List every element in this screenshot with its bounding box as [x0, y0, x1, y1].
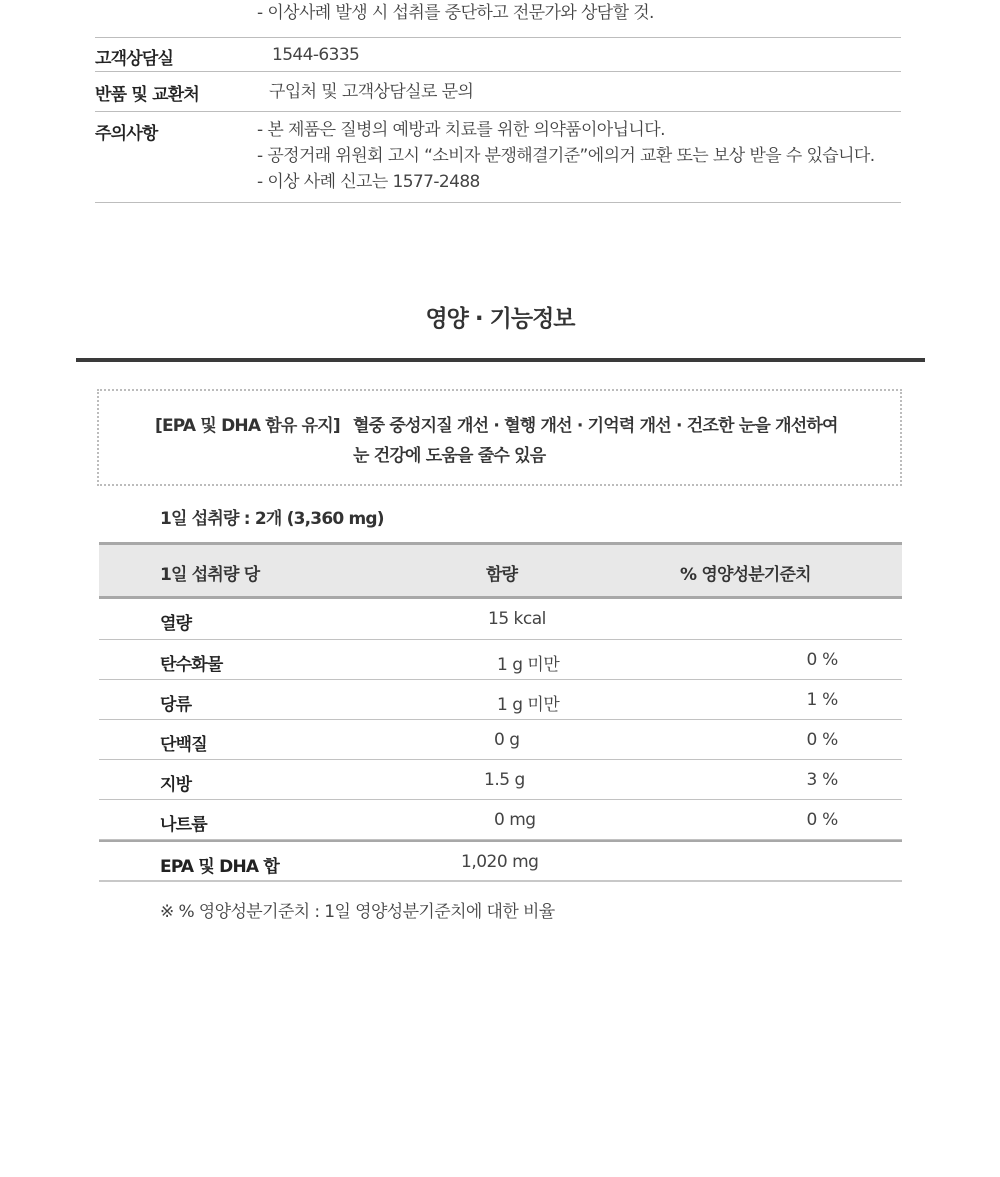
column-header-amount: 함량: [486, 565, 518, 585]
serving-size: 1일 섭취량 : 2개 (3,360 mg): [160, 509, 384, 529]
table-row: [99, 680, 902, 720]
info-value: [257, 38, 901, 71]
nutrition-table-header: [99, 542, 902, 599]
nutrition-table: [99, 542, 902, 882]
nutrient-daily-value: 0 %: [806, 650, 838, 670]
claim-tag: [EPA 및 DHA 함유 유지]: [155, 416, 340, 436]
nutrient-daily-value: 3 %: [806, 770, 838, 790]
customer-center-phone: 1544-6335: [272, 45, 360, 65]
table-row: [99, 720, 902, 760]
column-header-per-serving: 1일 섭취량 당: [160, 565, 260, 585]
table-row: [99, 760, 902, 800]
table-row: [99, 599, 902, 640]
table-row: [99, 800, 902, 840]
functional-claim-box: [97, 389, 902, 486]
nutrient-daily-value: 1 %: [806, 690, 838, 710]
nutrient-amount: 1.5 g: [484, 770, 525, 790]
info-row-returns: [95, 71, 901, 111]
nutrient-name: 당류: [160, 695, 192, 715]
daily-value-footnote: ※ % 영양성분기준치 : 1일 영양성분기준치에 대한 비율: [160, 902, 555, 922]
nutrient-name: 나트륨: [160, 815, 207, 835]
precaution-line: - 본 제품은 질병의 예방과 치료를 위한 의약품이아닙니다.: [257, 120, 665, 140]
info-label: 주의사항: [95, 124, 158, 144]
nutrient-name: 탄수화물: [160, 655, 223, 675]
nutrient-amount: 0 mg: [494, 810, 536, 830]
table-row-epa-dha: [99, 840, 902, 882]
claim-line: 눈 건강에 도움을 줄수 있음: [353, 446, 546, 466]
nutrient-amount: 1 g 미만: [497, 655, 560, 675]
claim-line: 혈중 중성지질 개선 · 혈행 개선 · 기억력 개선 · 건조한 눈을 개선하여: [353, 416, 838, 436]
caution-continuation-line: - 이상사례 발생 시 섭취를 중단하고 전문가와 상담할 것.: [257, 3, 654, 23]
returns-text: 구입처 및 고객상담실로 문의: [269, 82, 474, 102]
nutrient-name: 열량: [160, 614, 192, 634]
column-header-daily-value: % 영양성분기준치: [680, 565, 811, 585]
nutrient-name: EPA 및 DHA 합: [160, 857, 279, 877]
info-value: [257, 72, 901, 111]
claim-text: [353, 411, 838, 471]
nutrient-daily-value: 0 %: [806, 810, 838, 830]
section-title: 영양 · 기능정보: [425, 306, 575, 332]
info-value: [257, 112, 901, 202]
precaution-line: - 공정거래 위원회 고시 “소비자 분쟁해결기준”에의거 교환 또는 보상 받을 수 있습니다.: [257, 146, 875, 166]
nutrient-amount: 1,020 mg: [461, 852, 539, 872]
section-divider: [76, 358, 925, 362]
nutrient-name: 지방: [160, 775, 192, 795]
precaution-line: - 이상 사례 신고는 1577-2488: [257, 172, 480, 192]
table-row: [99, 640, 902, 680]
info-label: 고객상담실: [95, 49, 174, 69]
nutrient-daily-value: 0 %: [806, 730, 838, 750]
info-row-precautions: [95, 111, 901, 203]
nutrient-amount: 1 g 미만: [497, 695, 560, 715]
nutrient-name: 단백질: [160, 735, 207, 755]
product-info-table: [95, 0, 901, 203]
info-row-customer-center: [95, 37, 901, 71]
nutrient-amount: 15 kcal: [488, 609, 546, 629]
nutrient-amount: 0 g: [494, 730, 520, 750]
info-label: 반품 및 교환처: [95, 85, 199, 105]
